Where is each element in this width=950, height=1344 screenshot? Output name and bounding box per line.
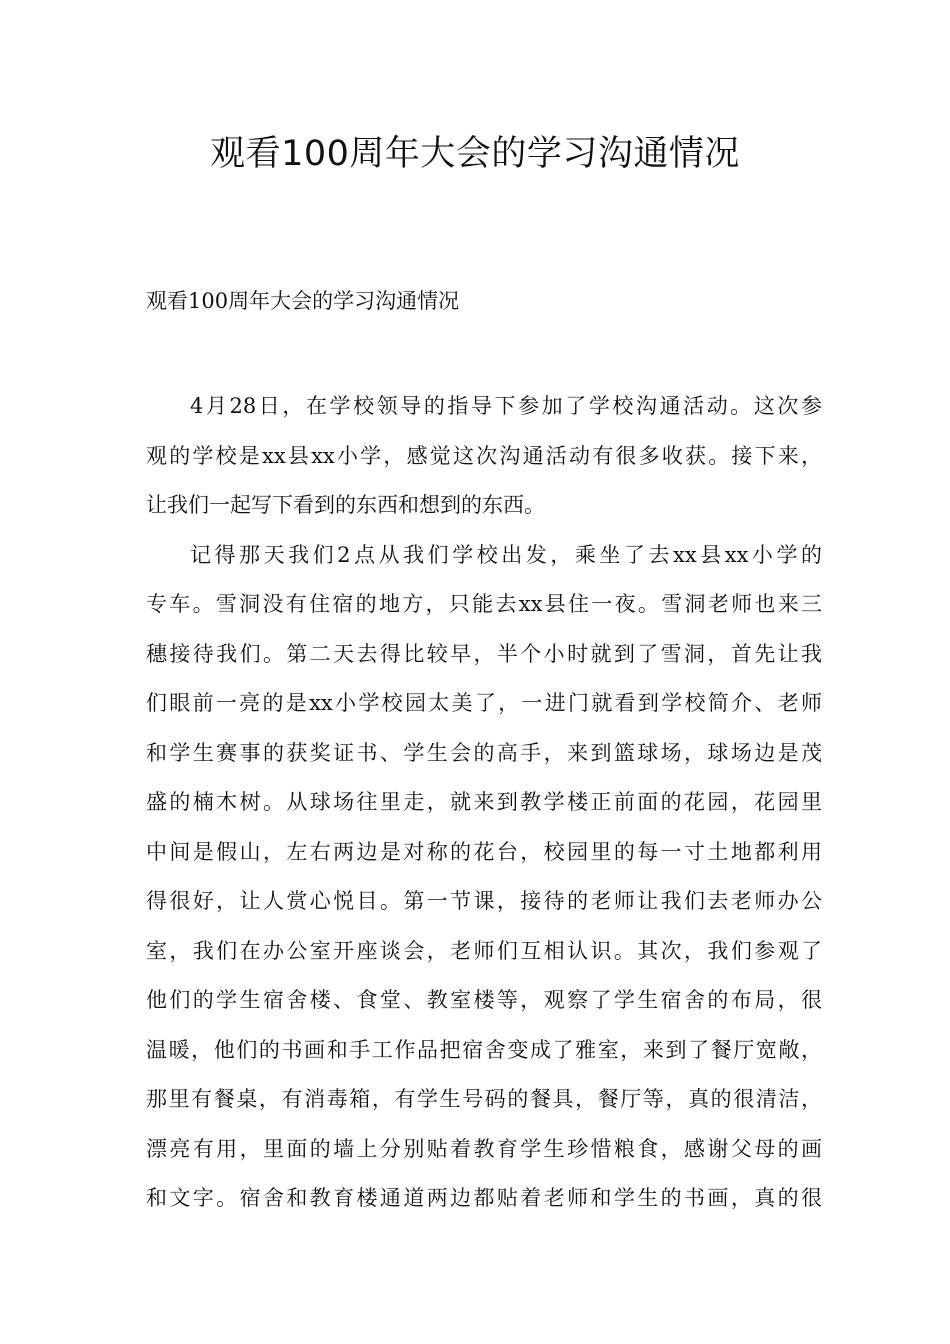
- paragraph-line: 让我们一起写下看到的东西和想到的东西。: [146, 493, 545, 517]
- paragraph-line: 和文字。宿舍和教育楼通道两边都贴着老师和学生的书画，真的很: [146, 1186, 822, 1210]
- paragraph-line: 室，我们在办公室开座谈会，老师们互相认识。其次，我们参观了: [146, 938, 822, 963]
- paragraph-line: 观的学校是xx县xx小学，感觉这次沟通活动有很多收获。接下来，: [146, 443, 822, 468]
- paragraph-line: 专车。雪洞没有住宿的地方，只能去xx县住一夜。雪洞老师也来三: [146, 592, 822, 616]
- document-title: 观看100周年大会的学习沟通情况: [210, 134, 740, 174]
- paragraph-line: 那里有餐桌，有消毒箱，有学生号码的餐具，餐厅等，真的很清洁，: [146, 1087, 822, 1111]
- paragraph-line: 4月28日，在学校领导的指导下参加了学校沟通活动。这次参: [190, 394, 822, 418]
- paragraph-line: 温暖，他们的书画和手工作品把宿舍变成了雅室，来到了餐厅宽敞，: [146, 1037, 822, 1062]
- paragraph-line: 中间是假山，左右两边是对称的花台，校园里的每一寸土地都利用: [146, 839, 822, 864]
- paragraph-line: 盛的楠木树。从球场往里走，就来到教学楼正前面的花园，花园里: [146, 790, 822, 814]
- paragraph-line: 记得那天我们2点从我们学校出发，乘坐了去xx县xx小学的: [190, 542, 822, 567]
- document-body: [146, 382, 822, 1224]
- paragraph-line: 他们的学生宿舍楼、食堂、教室楼等，观察了学生宿舍的布局，很: [146, 988, 822, 1012]
- paragraph-line: 得很好，让人赏心悦目。第一节课，接待的老师让我们去老师办公: [146, 889, 822, 913]
- document-subtitle: 观看100周年大会的学习沟通情况: [146, 289, 460, 313]
- paragraph-line: 漂亮有用，里面的墙上分别贴着教育学生珍惜粮食，感谢父母的画: [146, 1136, 822, 1161]
- paragraph-line: 们眼前一亮的是xx小学校园太美了，一进门就看到学校简介、老师: [146, 691, 822, 715]
- paragraph-line: 穗接待我们。第二天去得比较早，半个小时就到了雪洞，首先让我: [146, 641, 822, 666]
- paragraph-line: 和学生赛事的获奖证书、学生会的高手，来到篮球场，球场边是茂: [146, 740, 822, 765]
